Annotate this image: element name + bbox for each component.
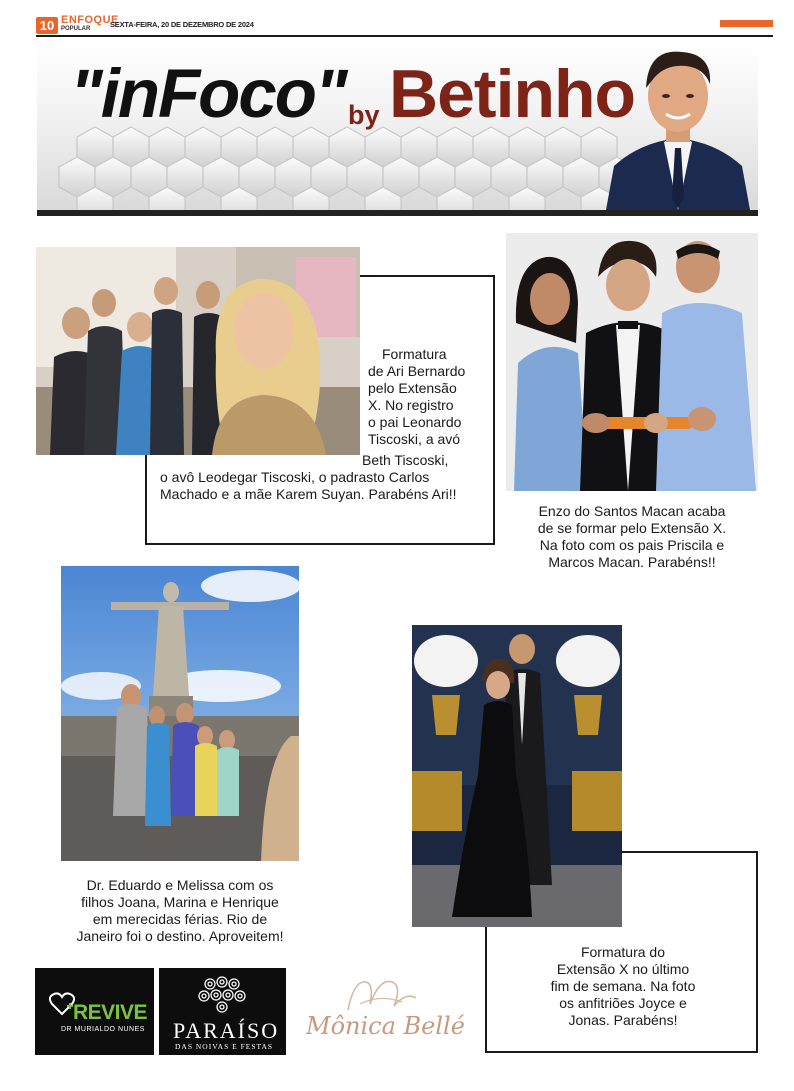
heart-plus-icon [49, 992, 75, 1016]
banner-rule [37, 210, 758, 216]
monogram-mb-icon [340, 974, 422, 1014]
caption-line: Janeiro foi o destino. Aproveitem! [76, 928, 284, 944]
photo-enzo-graduation [506, 233, 758, 491]
caption-line: Na foto com os pais Priscila e [539, 537, 725, 553]
caption-line: fim de semana. Na foto [550, 978, 696, 994]
page-number: 10 [36, 17, 58, 34]
monica-belle-logo-text: Mônica Bellé [306, 1012, 465, 1040]
caption-enzo-graduation [506, 503, 758, 571]
caption-rio-family-trip [61, 877, 299, 945]
photo-graduation-family [36, 247, 360, 455]
caption-line: de se formar pelo Extensão X. [537, 520, 727, 536]
header-rule [36, 35, 773, 37]
caption-line: Tiscoski, a avó [368, 431, 461, 447]
caption-line: Dr. Eduardo e Melissa com os [86, 877, 274, 893]
caption-line: o pai Leonardo [368, 414, 462, 430]
caption-line: Formatura do [580, 944, 666, 960]
caption-line: Marcos Macan. Parabéns!! [548, 554, 716, 570]
caption-line: Beth Tiscoski, [362, 452, 449, 468]
caption-line: em merecidas férias. Rio de [92, 911, 268, 927]
caption-graduation-family [368, 346, 488, 448]
ad-paraiso [159, 968, 286, 1055]
photo-rio-family-trip [61, 566, 299, 861]
caption-graduation-hosts [510, 944, 736, 1029]
caption-line: de Ari Bernardo [368, 363, 466, 379]
columnist-portrait [596, 38, 760, 210]
revive-logo-sub: DR MURIALDO NUNES [61, 1026, 145, 1033]
ad-monica-belle [300, 970, 470, 1050]
issue-date: SEXTA-FEIRA, 20 DE DEZEMBRO DE 2024 [110, 20, 254, 29]
column-title-by: by [348, 100, 380, 130]
ad-revive [35, 968, 154, 1055]
caption-line: Enzo do Santos Macan acaba [538, 503, 726, 519]
header-accent-bar [720, 20, 773, 27]
column-title-betinho: Betinho [389, 56, 636, 132]
caption-line: Jonas. Parabéns! [568, 1012, 678, 1028]
paraiso-logo-sub: DAS NOIVAS E FESTAS [175, 1042, 274, 1051]
photo-graduation-hosts [412, 625, 622, 927]
caption-line: Machado e a mãe Karem Suyan. Parabéns Ari!! [160, 486, 457, 502]
revive-logo-text: REVIVE [73, 1001, 148, 1024]
paraiso-logo-text: PARAÍSO [173, 1018, 280, 1043]
caption-line: pelo Extensão [368, 380, 457, 396]
caption-line: os anfitriões Joyce e [559, 995, 687, 1011]
publication-sub: POPULAR [61, 26, 91, 32]
spiral-flowers-icon [198, 974, 246, 1014]
caption-line: filhos Joana, Marina e Henrique [81, 894, 279, 910]
column-title-infoco: "inFoco" [70, 55, 346, 132]
caption-graduation-family-cont [150, 452, 490, 503]
publication-name: ENFOQUE [61, 14, 119, 26]
caption-line: Extensão X no último [556, 961, 690, 977]
caption-line: Formatura [382, 346, 447, 362]
caption-line: X. No registro [368, 397, 454, 413]
caption-line: o avô Leodegar Tiscoski, o padrasto Carlos [160, 469, 430, 485]
